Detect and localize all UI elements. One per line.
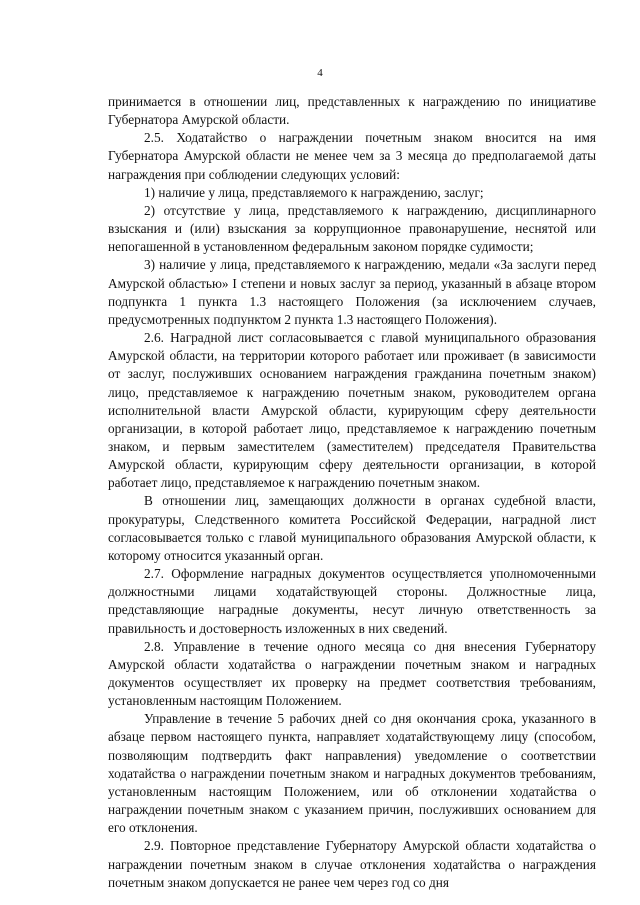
paragraph: Управление в течение 5 рабочих дней со дня окончания срока, указанного в абзаце первом настоящего пункта, направляет ходатайствующему лицу (способом, позволяющим подтвердить факт направления) уведомление о соответствии ходатайства о награждении почетным знаком и наградных документов требованиям, установленным настоящим Положением, или об отклонении ходатайства о награждении почетным знаком с указанием причин, послуживших основанием для его отклонения. (108, 711, 596, 836)
document-body (108, 93, 596, 892)
paragraph: 2.9. Повторное представление Губернатору Амурской области ходатайства о награждении почетным знаком в случае отклонения ходатайства о награждения почетным знаком допускается не ранее чем через год со дня (108, 838, 596, 890)
paragraph: 2.7. Оформление наградных документов осуществляется уполномоченными должностными лицами ходатайствующей стороны. Должностные лица, представляющие наградные документы, несут личную ответственность за правильность и достоверность изложенных в них сведений. (108, 566, 596, 636)
paragraph: 2) отсутствие у лица, представляемого к награждению, дисциплинарного взыскания и (или) взыскания за коррупционное правонарушение, неснятой или непогашенной в установленном федеральным законом порядке судимости; (108, 202, 596, 255)
paragraph: 2.5. Ходатайство о награждении почетным знаком вносится на имя Губернатора Амурской области не менее чем за 3 месяца до предполагаемой даты награждения при соблюдении следующих условий: (108, 130, 596, 182)
paragraph: принимается в отношении лиц, представленных к награждению по инициативе Губернатора Амурской области. (108, 94, 596, 128)
paragraph: 2.6. Наградной лист согласовывается с главой муниципального образования Амурской области, на территории которого работает или проживает (в зависимости от заслуг, послуживших основанием награждения гражданина почетным знаком) лицо, представляемое к награждению почетным знаком, руководителем органа исполнительной власти Амурской области, курирующим сферу деятельности организации, в которой работает лицо, представляемое к награждению почетным знаком, и первым заместителем (заместителем) председателя Правительства Амурской области, курирующим сферу деятельности организации, в которой работает лицо, представляемое к награждению почетным знаком. (108, 330, 596, 491)
paragraph: 1) наличие у лица, представляемого к награждению, заслуг; (144, 184, 484, 200)
page-number: 4 (317, 67, 323, 79)
paragraph: В отношении лиц, замещающих должности в органах судебной власти, прокуратуры, Следственного комитета Российской Федерации, наградной лист согласовывается только с главой муниципального образования Амурской области, к которому относится указанный орган. (108, 493, 596, 563)
paragraph: 3) наличие у лица, представляемого к награждению, медали «За заслуги перед Амурской областью» I степени и новых заслуг за период, указанный в абзаце втором подпункта 1 пункта 1.3 настоящего Положения (за исключением случаев, предусмотренных подпунктом 2 пункта 1.3 настоящего Положения). (108, 257, 596, 327)
paragraph: 2.8. Управление в течение одного месяца со дня внесения Губернатору Амурской области ходатайства о награждении почетным знаком и наградных документов осуществляет их проверку на предмет соответствия требованиям, установленным настоящим Положением. (108, 638, 596, 709)
